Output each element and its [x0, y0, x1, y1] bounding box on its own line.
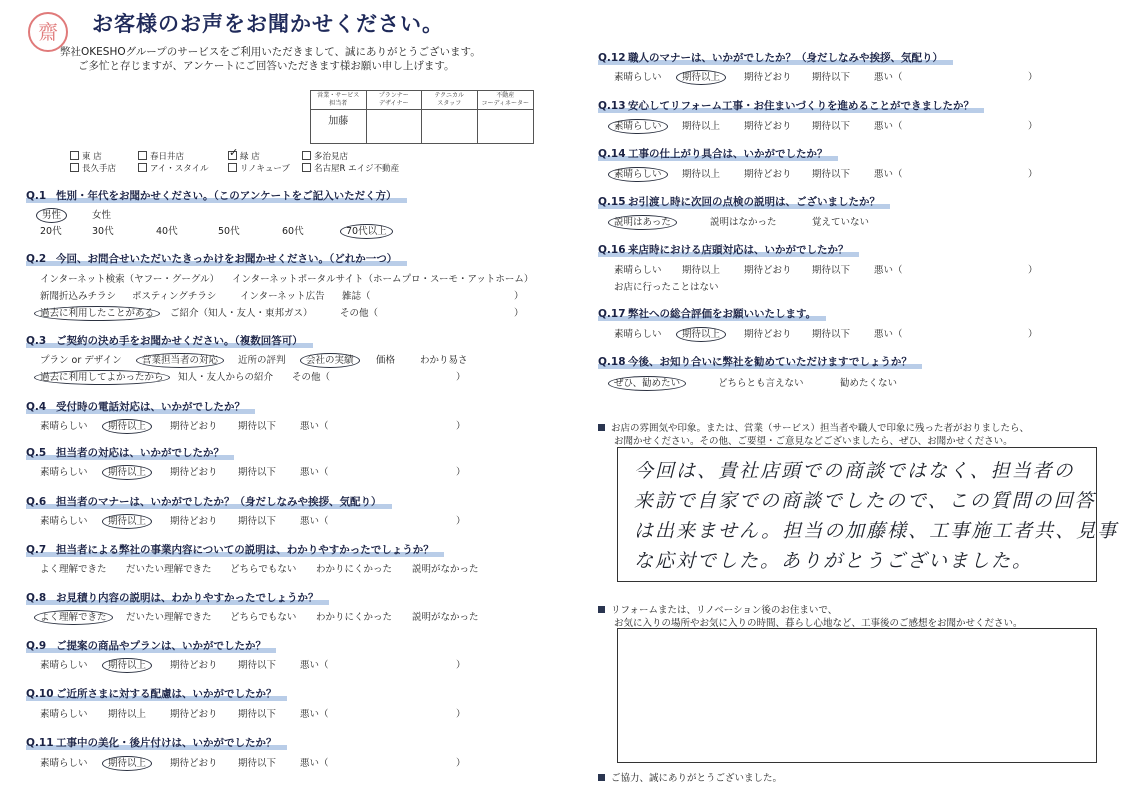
q6-option-bad[interactable]: 悪い（	[300, 516, 329, 527]
q12-option-above[interactable]: 期待以上	[682, 69, 720, 83]
q1-option-50s[interactable]: 50代	[218, 226, 240, 237]
q16-option-never-visited[interactable]: お店に行ったことはない	[614, 282, 719, 293]
store-checkbox-higashi[interactable]: 東 店	[70, 150, 102, 162]
store-checkbox-nagakute[interactable]: 長久手店	[70, 162, 116, 174]
q7-option-understood-well[interactable]: よく理解できた	[40, 564, 107, 575]
staff-value-technical[interactable]	[422, 110, 478, 143]
q14-option-excellent[interactable]: 素晴らしい	[614, 166, 662, 180]
store-checkbox-kasugai[interactable]: 春日井店	[138, 150, 184, 162]
q16-option-excellent[interactable]: 素晴らしい	[614, 265, 662, 276]
q17-option-below[interactable]: 期待以下	[812, 329, 851, 340]
q14-option-above[interactable]: 期待以上	[682, 169, 721, 180]
q17-option-bad[interactable]: 悪い（	[874, 329, 903, 340]
q2-option-used-before[interactable]: 過去に利用したことがある	[40, 305, 154, 319]
question-2: Q.2 今回、お問合せいただいたきっかけをお聞かせください。（どれか一つ）	[26, 251, 407, 266]
q2-option-internet-ad[interactable]: インターネット広告	[240, 291, 325, 302]
bullet-square-icon	[598, 606, 605, 613]
q18-option-not-recommend[interactable]: 勧めたくない	[840, 378, 898, 389]
q6-option-as-expected[interactable]: 期待どおり	[170, 516, 218, 527]
staff-header-technical: テクニカル スタッフ	[422, 91, 478, 110]
store-checkbox-nagoya-r-age[interactable]: 名古屋R エイジ不動産	[302, 162, 399, 174]
q4-option-bad[interactable]: 悪い（	[300, 421, 329, 432]
q17-option-above[interactable]: 期待以上	[682, 326, 720, 340]
q11-option-bad[interactable]: 悪い（	[300, 758, 329, 769]
bullet-square-icon	[598, 424, 605, 431]
staff-header-planner: プランナー デザイナー	[367, 91, 423, 110]
q9-bad-close: ）	[456, 660, 466, 671]
q3-option-reputation[interactable]: 近所の評判	[238, 355, 286, 366]
question-10: Q.10 ご近所さまに対する配慮は、いかがでしたか？	[26, 686, 287, 701]
q9-option-excellent[interactable]: 素晴らしい	[40, 660, 88, 671]
q5-option-excellent[interactable]: 素晴らしい	[40, 467, 88, 478]
q1-option-70s-plus[interactable]: 70代以上	[346, 223, 387, 237]
q2-option-newspaper-flyer[interactable]: 新聞折込みチラシ	[40, 291, 117, 302]
comment-box-2[interactable]	[617, 628, 1097, 763]
q2-option-posting-flyer[interactable]: ポスティングチラシ	[132, 291, 217, 302]
q12-option-as-expected[interactable]: 期待どおり	[744, 72, 792, 83]
comment-box-1[interactable]	[617, 447, 1119, 582]
q10-option-below[interactable]: 期待以下	[238, 709, 277, 720]
q18-option-definitely[interactable]: ぜひ、勧めたい	[614, 375, 680, 389]
q10-option-bad[interactable]: 悪い（	[300, 709, 329, 720]
q3-option-plan-design[interactable]: プラン or デザイン	[40, 355, 122, 366]
q11-option-excellent[interactable]: 素晴らしい	[40, 758, 88, 769]
q3-option-friend-referral[interactable]: 知人・友人からの紹介	[178, 372, 274, 383]
q13-bad-close: ）	[1028, 121, 1038, 132]
q14-option-bad[interactable]: 悪い（	[874, 169, 903, 180]
q10-option-excellent[interactable]: 素晴らしい	[40, 709, 88, 720]
store-checkbox-tajimi[interactable]: 多治見店	[302, 150, 348, 162]
handwritten-line-1: 今回は、貴社店頭での商談ではなく、担当者の	[634, 460, 1075, 482]
question-15: Q.15 お引渡し時に次回の点検の説明は、ございましたか？	[598, 194, 890, 209]
q1-option-30s[interactable]: 30代	[92, 226, 114, 237]
q6-option-excellent[interactable]: 素晴らしい	[40, 516, 88, 527]
q3-option-track-record[interactable]: 会社の実績	[306, 352, 354, 366]
q10-option-as-expected[interactable]: 期待どおり	[170, 709, 218, 720]
q3-option-clarity[interactable]: わかり易さ	[420, 355, 468, 366]
q13-option-excellent[interactable]: 素晴らしい	[614, 118, 662, 132]
intro-line-1: 弊社OKESHOグループのサービスをご利用いただきまして、誠にありがとうございます。	[60, 46, 481, 58]
q16-option-above[interactable]: 期待以上	[682, 265, 721, 276]
store-checkbox-midori[interactable]: ✓ 緑 店	[229, 146, 260, 162]
q3-other-close: ）	[456, 372, 466, 383]
question-11: Q.11 工事中の美化・後片付けは、いかがでしたか？	[26, 735, 287, 750]
q4-bad-close: ）	[456, 421, 466, 432]
q4-option-as-expected[interactable]: 期待どおり	[170, 421, 218, 432]
q18-option-neutral[interactable]: どちらとも言えない	[718, 378, 804, 389]
seal-stamp: 齋	[28, 12, 68, 52]
q14-bad-close: ）	[1028, 169, 1038, 180]
q16-option-as-expected[interactable]: 期待どおり	[744, 265, 792, 276]
question-8: Q.8 お見積り内容の説明は、わかりやすかったでしょうか？	[26, 590, 329, 605]
q5-option-below[interactable]: 期待以下	[238, 467, 277, 478]
staff-table	[310, 90, 534, 144]
q13-option-below[interactable]: 期待以下	[812, 121, 851, 132]
question-4: Q.4 受付時の電話対応は、いかがでしたか？	[26, 399, 255, 414]
staff-header-realestate: 不動産 コーディネーター	[478, 91, 534, 110]
q5-option-as-expected[interactable]: 期待どおり	[170, 467, 218, 478]
question-18: Q.18 今後、お知り合いに弊社を勧めていただけますでしょうか？	[598, 354, 922, 369]
q2-other-close: ）	[514, 308, 524, 319]
q9-option-below[interactable]: 期待以下	[238, 660, 277, 671]
q3-option-other[interactable]: その他（	[292, 372, 331, 383]
q17-option-excellent[interactable]: 素晴らしい	[614, 329, 662, 340]
q12-option-below[interactable]: 期待以下	[812, 72, 851, 83]
handwritten-line-3: は出来ません。担当の加藤様、工事施工者共、見事	[634, 520, 1119, 542]
question-1: Q.1 性別・年代をお聞かせください。（このアンケートをご記入いただく方）	[26, 188, 407, 203]
q2-option-internet-search[interactable]: インターネット検索（ヤフー・グーグル）	[40, 274, 220, 285]
bullet-square-icon	[598, 774, 605, 781]
page-title: お客様のお声をお聞かせください。	[92, 12, 444, 36]
q13-option-as-expected[interactable]: 期待どおり	[744, 121, 792, 132]
q2-magazine-close: ）	[514, 291, 524, 302]
comment-prompt-1-line-1: お店の雰囲気や印象。または、営業（サービス）担当者や職人で印象に残った者がおりましたら、	[598, 420, 1029, 434]
q9-option-above[interactable]: 期待以上	[108, 657, 146, 671]
q12-option-bad[interactable]: 悪い（	[874, 72, 903, 83]
q13-option-above[interactable]: 期待以上	[682, 121, 721, 132]
q9-option-as-expected[interactable]: 期待どおり	[170, 660, 218, 671]
q12-bad-close: ）	[1028, 72, 1038, 83]
q1-option-20s[interactable]: 20代	[40, 226, 62, 237]
q6-bad-close: ）	[456, 516, 466, 527]
intro-line-2: ご多忙と存じますが、アンケートにご回答いただきます様お願い申し上げます。	[78, 60, 455, 72]
q1-option-male[interactable]: 男性	[42, 207, 61, 221]
q3-option-used-before-good[interactable]: 過去に利用してよかったから	[40, 369, 164, 383]
store-checkbox-renocube[interactable]: リノキューブ	[228, 162, 290, 174]
q4-option-excellent[interactable]: 素晴らしい	[40, 421, 88, 432]
q6-option-above[interactable]: 期待以上	[108, 513, 146, 527]
staff-header-sales: 営業・サービス 担当者	[311, 91, 367, 110]
q1-option-40s[interactable]: 40代	[156, 226, 178, 237]
q16-option-bad[interactable]: 悪い（	[874, 265, 903, 276]
q9-option-bad[interactable]: 悪い（	[300, 660, 329, 671]
q17-option-as-expected[interactable]: 期待どおり	[744, 329, 792, 340]
q8-option-no-explanation[interactable]: 説明がなかった	[412, 612, 479, 623]
q8-option-neither[interactable]: どちらでもない	[230, 612, 297, 623]
q4-option-above[interactable]: 期待以上	[108, 418, 146, 432]
q15-option-dont-remember[interactable]: 覚えていない	[812, 217, 870, 228]
q13-option-bad[interactable]: 悪い（	[874, 121, 903, 132]
handwritten-line-2: 来訪で自家での商談でしたので、この質問の回答	[634, 490, 1096, 512]
q3-option-price[interactable]: 価格	[376, 355, 396, 366]
question-7: Q.7 担当者による弊社の事業内容についての説明は、わかりやすかったでしょうか？	[26, 542, 444, 557]
q12-option-excellent[interactable]: 素晴らしい	[614, 72, 662, 83]
q16-option-below[interactable]: 期待以下	[812, 265, 851, 276]
q2-option-magazine[interactable]: 雑誌（	[342, 291, 371, 302]
q11-option-as-expected[interactable]: 期待どおり	[170, 758, 218, 769]
staff-value-realestate[interactable]	[478, 110, 534, 143]
q15-option-not-explained[interactable]: 説明はなかった	[710, 217, 777, 228]
question-5: Q.5 担当者の対応は、いかがでしたか？	[26, 445, 234, 460]
q16-bad-close: ）	[1028, 265, 1038, 276]
question-13: Q.13 安心してリフォーム工事・お住まいづくりを進めることができましたか？	[598, 98, 984, 113]
q14-option-as-expected[interactable]: 期待どおり	[744, 169, 792, 180]
question-17: Q.17 弊社への総合評価をお願いいたします。	[598, 306, 826, 321]
q8-option-mostly-understood[interactable]: だいたい理解できた	[126, 612, 212, 623]
q7-option-neither[interactable]: どちらでもない	[230, 564, 297, 575]
q7-option-hard[interactable]: わかりにくかった	[316, 564, 393, 575]
question-12: Q.12 職人のマナーは、いかがでしたか？（身だしなみや挨拶、気配り）	[598, 50, 953, 65]
question-14: Q.14 工事の仕上がり具合は、いかがでしたか？	[598, 146, 838, 161]
question-6: Q.6 担当者のマナーは、いかがでしたか？（身だしなみや挨拶、気配り）	[26, 494, 392, 509]
q4-option-below[interactable]: 期待以下	[238, 421, 277, 432]
q8-option-understood-well[interactable]: よく理解できた	[40, 609, 107, 623]
q7-option-no-explanation[interactable]: 説明がなかった	[412, 564, 479, 575]
staff-value-planner[interactable]	[367, 110, 423, 143]
q8-option-hard[interactable]: わかりにくかった	[316, 612, 393, 623]
q17-bad-close: ）	[1028, 329, 1038, 340]
handwritten-line-4: な応対でした。ありがとうございました。	[634, 550, 1034, 572]
q5-option-above[interactable]: 期待以上	[108, 464, 146, 478]
q1-option-60s[interactable]: 60代	[282, 226, 304, 237]
q14-option-below[interactable]: 期待以下	[812, 169, 851, 180]
q15-option-explained[interactable]: 説明はあった	[614, 214, 671, 228]
q5-bad-close: ）	[456, 467, 466, 478]
q11-option-above[interactable]: 期待以上	[108, 755, 146, 769]
q5-option-bad[interactable]: 悪い（	[300, 467, 329, 478]
q2-option-portal-site[interactable]: インターネットポータルサイト（ホームプロ・スーモ・アットホーム）	[232, 274, 534, 285]
q1-option-female[interactable]: 女性	[92, 210, 112, 221]
q2-option-referral[interactable]: ご紹介（知人・友人・東邦ガス）	[170, 308, 313, 319]
q10-option-above[interactable]: 期待以上	[108, 709, 147, 720]
comment-prompt-1-line-2: お聞かせください。その他、ご要望・ご意見などございましたら、ぜひ、お聞かせください。	[614, 436, 1013, 447]
question-9: Q.9 ご提案の商品やプランは、いかがでしたか？	[26, 638, 276, 653]
q11-option-below[interactable]: 期待以下	[238, 758, 277, 769]
q2-option-other[interactable]: その他（	[340, 308, 379, 319]
question-3: Q.3 ご契約の決め手をお聞かせください。（複数回答可）	[26, 333, 313, 348]
question-16: Q.16 来店時における店頭対応は、いかがでしたか？	[598, 242, 859, 257]
q11-bad-close: ）	[456, 758, 466, 769]
q6-option-below[interactable]: 期待以下	[238, 516, 277, 527]
q10-bad-close: ）	[456, 709, 466, 720]
q3-option-sales-staff[interactable]: 営業担当者の対応	[142, 352, 218, 366]
staff-value-sales[interactable]: 加藤	[311, 110, 367, 143]
comment-prompt-2-line-1: リフォームまたは、リノベーション後のお住まいで、	[598, 602, 837, 616]
q7-option-mostly-understood[interactable]: だいたい理解できた	[126, 564, 212, 575]
thanks-message: ご協力、誠にありがとうございました。	[598, 770, 782, 784]
store-checkbox-istyle[interactable]: アイ・スタイル	[138, 162, 209, 174]
comment-prompt-2-line-2: お気に入りの場所やお気に入りの時間、暮らし心地など、工事後のご感想をお聞かせください。	[614, 618, 1023, 629]
